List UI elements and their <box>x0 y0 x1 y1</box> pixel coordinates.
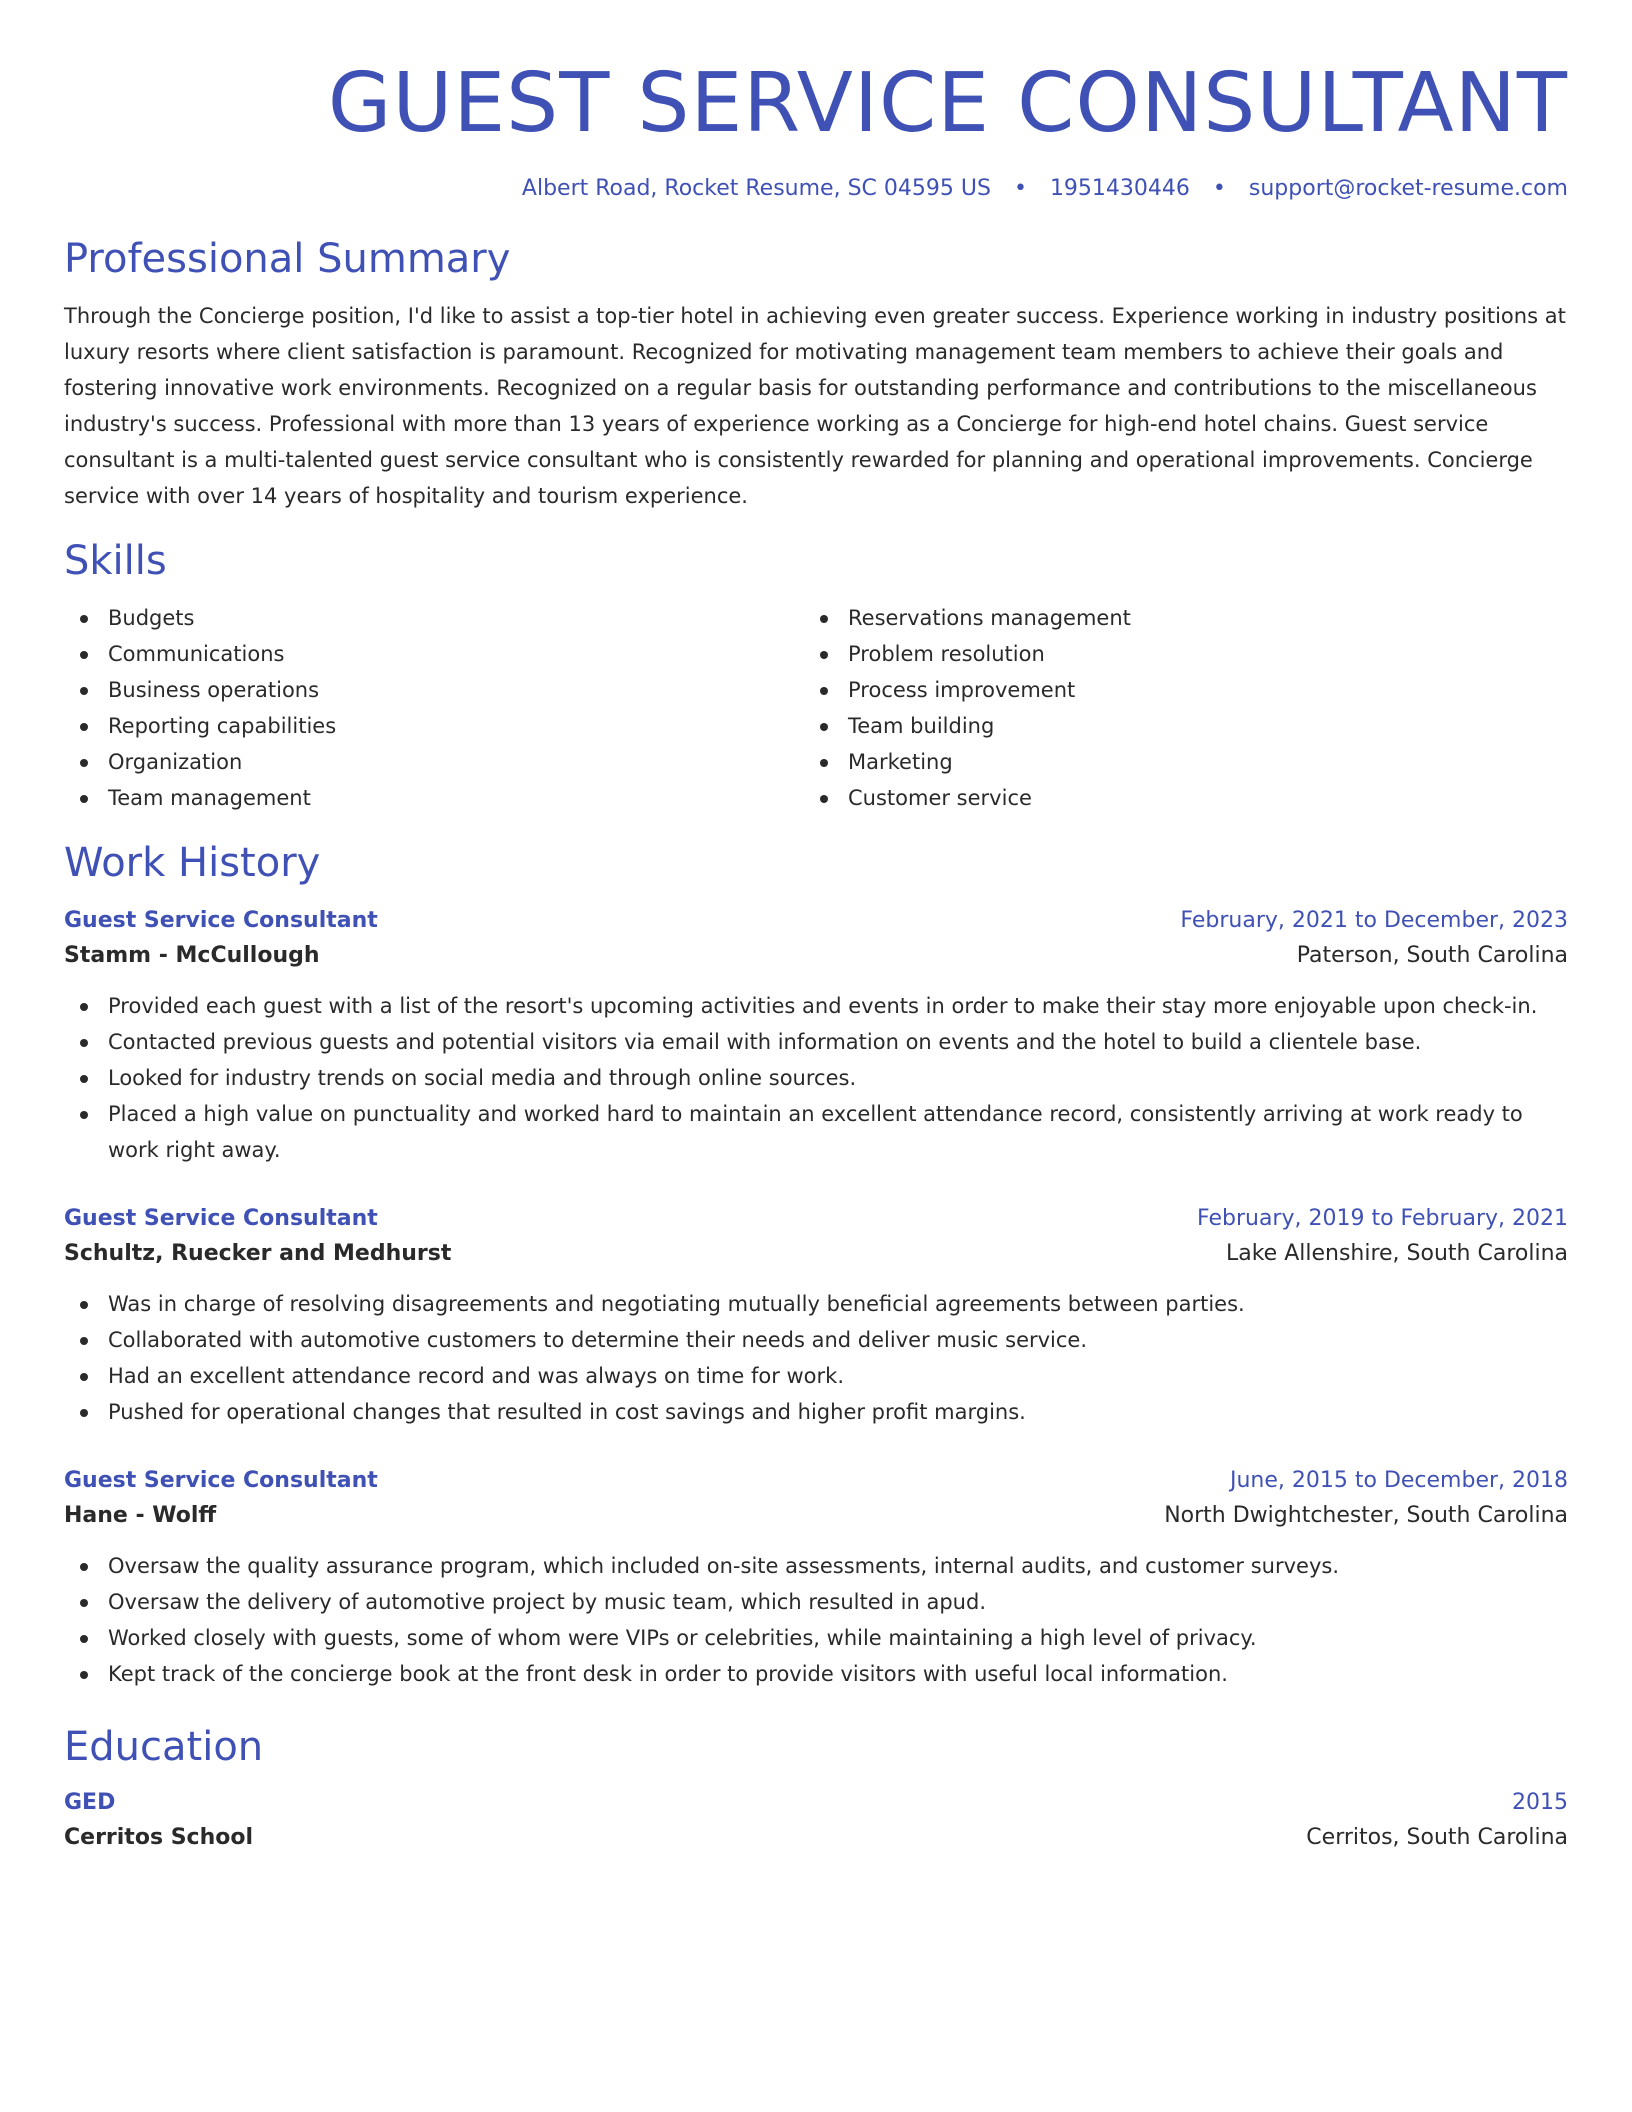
job-dates: February, 2021 to December, 2023 <box>1180 908 1568 933</box>
summary-text: Through the Concierge position, I'd like to assist a top-tier hotel in achieving even greater success. Experience working in industry positions at luxury resorts where client satisfaction is paramount. Recognized for motivating management team members to achieve their goals and fostering innovative work environments. Recognized on a regular basis for outstanding performance and contributions to the miscellaneous industry's success. Professional with more than 13 years of experience working as a Concierge for high-end hotel chains. Guest service consultant is a multi-talented guest service consultant who is consistently rewarded for planning and operational improvements. Concierge service with over 14 years of hospitality and tourism experience. <box>64 304 1566 508</box>
skill-item: Process improvement <box>804 672 1544 708</box>
responsibility-item: Placed a high value on punctuality and worked hard to maintain an excellent attendance record, consistently arriving at work ready to work right away. <box>64 1096 1568 1168</box>
education-year: 2015 <box>1512 1790 1568 1815</box>
job-company-row <box>64 938 1568 974</box>
job-location: Lake Allenshire, South Carolina <box>1225 1241 1568 1266</box>
job-company-row <box>64 1498 1568 1534</box>
skill-item: Budgets <box>64 600 804 636</box>
education-section <box>64 1722 1568 1856</box>
skill-item: Customer service <box>804 780 1544 816</box>
contact-line <box>64 174 1568 204</box>
responsibility-item: Collaborated with automotive customers to determine their needs and deliver music service. <box>64 1322 1568 1358</box>
job-title: Guest Service Consultant <box>64 908 378 933</box>
section-heading: Professional Summary <box>64 236 511 282</box>
responsibility-item: Contacted previous guests and potential visitors via email with information on events and the hotel to build a clientele base. <box>64 1024 1568 1060</box>
skill-item: Team building <box>804 708 1544 744</box>
job-title: Guest Service Consultant <box>64 1468 378 1493</box>
resume-header <box>64 56 1568 204</box>
skill-item: Reporting capabilities <box>64 708 804 744</box>
section-heading: Work History <box>64 840 321 886</box>
responsibility-item: Oversaw the delivery of automotive project by music team, which resulted in apud. <box>64 1584 1568 1620</box>
job-title: Guest Service Consultant <box>64 1206 378 1231</box>
responsibility-item: Pushed for operational changes that resulted in cost savings and higher profit margins. <box>64 1394 1568 1430</box>
contact-address: Albert Road, Rocket Resume, SC 04595 US <box>521 176 991 201</box>
contact-email[interactable]: support@rocket-resume.com <box>1248 176 1568 201</box>
job-title-row <box>64 1464 1568 1498</box>
skill-item: Communications <box>64 636 804 672</box>
job-entry <box>64 1464 1568 1692</box>
education-location: Cerritos, South Carolina <box>1306 1825 1568 1850</box>
job-company-row <box>64 1236 1568 1272</box>
contact-phone: 1951430446 <box>1049 176 1190 201</box>
skill-item: Marketing <box>804 744 1544 780</box>
job-entry <box>64 904 1568 1168</box>
section-heading: Skills <box>64 538 167 584</box>
job-responsibilities <box>64 1286 1568 1430</box>
skills-grid <box>64 600 1568 816</box>
job-dates: February, 2019 to February, 2021 <box>1197 1206 1568 1231</box>
job-title-row <box>64 904 1568 938</box>
responsibility-item: Kept track of the concierge book at the front desk in order to provide visitors with useful local information. <box>64 1656 1568 1692</box>
education-school: Cerritos School <box>64 1825 254 1850</box>
professional-summary-section <box>64 234 1568 514</box>
contact-separator: • <box>1212 176 1226 201</box>
candidate-title: GUEST SERVICE CONSULTANT <box>327 56 1568 151</box>
skill-item: Problem resolution <box>804 636 1544 672</box>
responsibility-item: Provided each guest with a list of the resort's upcoming activities and events in order to make their stay more enjoyable upon check-in. <box>64 988 1568 1024</box>
job-company: Stamm - McCullough <box>64 943 320 968</box>
skill-item: Team management <box>64 780 804 816</box>
responsibility-item: Oversaw the quality assurance program, which included on-site assessments, internal audits, and customer surveys. <box>64 1548 1568 1584</box>
section-heading: Education <box>64 1724 264 1770</box>
responsibility-item: Was in charge of resolving disagreements and negotiating mutually beneficial agreements between parties. <box>64 1286 1568 1322</box>
job-dates: June, 2015 to December, 2018 <box>1229 1468 1568 1493</box>
job-company: Schultz, Ruecker and Medhurst <box>64 1241 452 1266</box>
job-location: Paterson, South Carolina <box>1296 943 1568 968</box>
job-entry <box>64 1202 1568 1430</box>
skill-item: Organization <box>64 744 804 780</box>
job-company: Hane - Wolff <box>64 1503 217 1528</box>
job-title-row <box>64 1202 1568 1236</box>
work-history-section <box>64 838 1568 1692</box>
skills-column-right <box>804 600 1544 816</box>
responsibility-item: Worked closely with guests, some of whom were VIPs or celebrities, while maintaining a high level of privacy. <box>64 1620 1568 1656</box>
job-responsibilities <box>64 988 1568 1168</box>
education-entry <box>64 1786 1568 1856</box>
education-school-row <box>64 1820 1568 1856</box>
skills-column-left <box>64 600 804 816</box>
contact-separator: • <box>1013 176 1027 201</box>
job-location: North Dwightchester, South Carolina <box>1164 1503 1568 1528</box>
responsibility-item: Had an excellent attendance record and was always on time for work. <box>64 1358 1568 1394</box>
job-responsibilities <box>64 1548 1568 1692</box>
skill-item: Business operations <box>64 672 804 708</box>
education-degree: GED <box>64 1790 116 1815</box>
skill-item: Reservations management <box>804 600 1544 636</box>
responsibility-item: Looked for industry trends on social media and through online sources. <box>64 1060 1568 1096</box>
education-degree-row <box>64 1786 1568 1820</box>
skills-section <box>64 536 1568 816</box>
